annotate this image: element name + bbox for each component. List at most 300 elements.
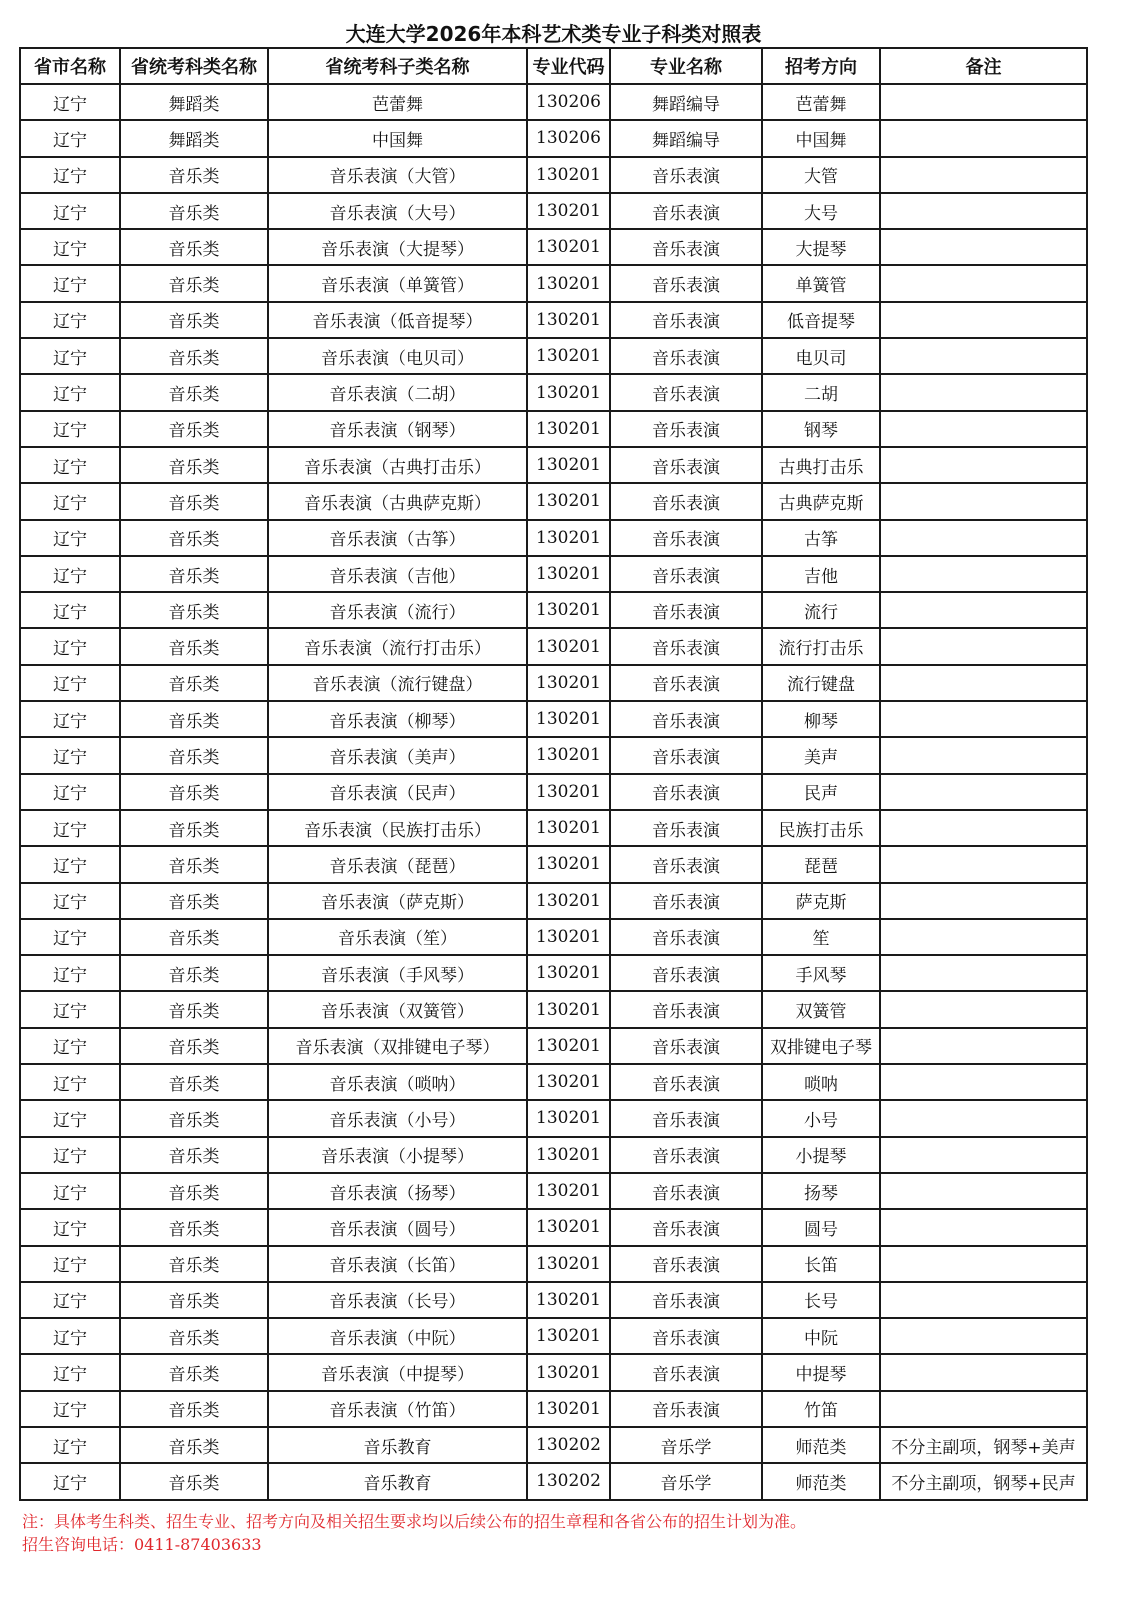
cell-major-name: 音乐表演 [610, 1282, 762, 1318]
cell-exam-category: 音乐类 [120, 1282, 268, 1318]
cell-exam-subcategory: 音乐表演（小提琴） [268, 1137, 527, 1173]
cell-exam-category: 音乐类 [120, 193, 268, 229]
cell-province: 辽宁 [20, 411, 120, 447]
cell-remarks [880, 84, 1087, 120]
cell-major-name: 音乐表演 [610, 483, 762, 519]
cell-remarks: 不分主副项，钢琴+民声 [880, 1463, 1087, 1499]
cell-province: 辽宁 [20, 810, 120, 846]
cell-exam-category: 舞蹈类 [120, 120, 268, 156]
table-row [20, 193, 1087, 229]
table-row [20, 774, 1087, 810]
cell-exam-subcategory: 音乐表演（古典打击乐） [268, 447, 527, 483]
cell-major-name: 音乐表演 [610, 846, 762, 882]
cell-exam-subcategory: 音乐表演（美声） [268, 737, 527, 773]
cell-remarks [880, 883, 1087, 919]
cell-exam-category: 音乐类 [120, 520, 268, 556]
cell-direction: 笙 [762, 919, 880, 955]
table-row [20, 991, 1087, 1027]
cell-major-name: 音乐表演 [610, 447, 762, 483]
cell-exam-category: 音乐类 [120, 1463, 268, 1499]
table-row [20, 701, 1087, 737]
cell-major-code: 130206 [527, 120, 610, 156]
cell-exam-subcategory: 音乐教育 [268, 1463, 527, 1499]
header-row [20, 48, 1087, 84]
cell-major-code: 130201 [527, 1100, 610, 1136]
cell-direction: 民族打击乐 [762, 810, 880, 846]
cell-exam-category: 音乐类 [120, 955, 268, 991]
table-row [20, 1354, 1087, 1390]
cell-major-name: 音乐表演 [610, 1318, 762, 1354]
cell-province: 辽宁 [20, 338, 120, 374]
cell-province: 辽宁 [20, 447, 120, 483]
cell-exam-subcategory: 音乐表演（大号） [268, 193, 527, 229]
cell-remarks [880, 1246, 1087, 1282]
cell-direction: 流行键盘 [762, 665, 880, 701]
cell-exam-subcategory: 音乐表演（竹笛） [268, 1391, 527, 1427]
cell-province: 辽宁 [20, 1137, 120, 1173]
cell-direction: 单簧管 [762, 265, 880, 301]
table-row [20, 483, 1087, 519]
cell-major-name: 音乐表演 [610, 556, 762, 592]
cell-remarks [880, 265, 1087, 301]
cell-exam-category: 音乐类 [120, 883, 268, 919]
cell-direction: 民声 [762, 774, 880, 810]
cell-exam-subcategory: 音乐表演（大提琴） [268, 229, 527, 265]
cell-exam-subcategory: 音乐表演（民声） [268, 774, 527, 810]
cell-major-name: 音乐表演 [610, 193, 762, 229]
table-row [20, 883, 1087, 919]
cell-major-name: 音乐表演 [610, 520, 762, 556]
cell-province: 辽宁 [20, 265, 120, 301]
cell-direction: 大提琴 [762, 229, 880, 265]
cell-major-code: 130201 [527, 810, 610, 846]
cell-direction: 扬琴 [762, 1173, 880, 1209]
table-row [20, 556, 1087, 592]
cell-province: 辽宁 [20, 1318, 120, 1354]
cell-major-name: 舞蹈编导 [610, 120, 762, 156]
cell-exam-subcategory: 音乐表演（双簧管） [268, 991, 527, 1027]
cell-province: 辽宁 [20, 1391, 120, 1427]
cell-exam-category: 音乐类 [120, 1028, 268, 1064]
table-row [20, 1064, 1087, 1100]
cell-remarks [880, 229, 1087, 265]
cell-exam-category: 音乐类 [120, 1354, 268, 1390]
cell-province: 辽宁 [20, 701, 120, 737]
cell-remarks [880, 1173, 1087, 1209]
cell-major-name: 音乐表演 [610, 374, 762, 410]
cell-remarks [880, 374, 1087, 410]
cell-remarks [880, 1282, 1087, 1318]
cell-exam-subcategory: 芭蕾舞 [268, 84, 527, 120]
cell-major-name: 音乐表演 [610, 1173, 762, 1209]
cell-exam-subcategory: 音乐表演（钢琴） [268, 411, 527, 447]
cell-remarks [880, 120, 1087, 156]
cell-direction: 二胡 [762, 374, 880, 410]
cell-exam-subcategory: 音乐表演（低音提琴） [268, 302, 527, 338]
table-row [20, 1137, 1087, 1173]
cell-major-code: 130201 [527, 1064, 610, 1100]
cell-major-code: 130202 [527, 1463, 610, 1499]
cell-remarks [880, 302, 1087, 338]
table-row [20, 1463, 1087, 1499]
table-row [20, 1246, 1087, 1282]
footer-note: 注：具体考生科类、招生专业、招考方向及相关招生要求均以后续公布的招生章程和各省公布的招生计划为准。 [22, 1512, 807, 1531]
cell-major-code: 130201 [527, 520, 610, 556]
cell-exam-category: 音乐类 [120, 1318, 268, 1354]
cell-major-name: 音乐表演 [610, 229, 762, 265]
table-row [20, 520, 1087, 556]
cell-province: 辽宁 [20, 556, 120, 592]
cell-province: 辽宁 [20, 919, 120, 955]
cell-major-name: 音乐表演 [610, 737, 762, 773]
cell-major-code: 130201 [527, 846, 610, 882]
column-header-remarks: 备注 [880, 48, 1087, 84]
column-header-exam-subcategory: 省统考科子类名称 [268, 48, 527, 84]
cell-major-code: 130201 [527, 1391, 610, 1427]
major-mapping-table [19, 47, 1088, 1501]
cell-remarks [880, 1318, 1087, 1354]
cell-exam-subcategory: 音乐表演（古筝） [268, 520, 527, 556]
cell-province: 辽宁 [20, 483, 120, 519]
cell-exam-subcategory: 音乐表演（唢呐） [268, 1064, 527, 1100]
cell-direction: 芭蕾舞 [762, 84, 880, 120]
cell-province: 辽宁 [20, 229, 120, 265]
cell-exam-subcategory: 音乐表演（大管） [268, 157, 527, 193]
cell-exam-subcategory: 音乐表演（小号） [268, 1100, 527, 1136]
cell-major-code: 130201 [527, 1173, 610, 1209]
cell-exam-category: 舞蹈类 [120, 84, 268, 120]
cell-major-name: 音乐表演 [610, 411, 762, 447]
column-header-major-code: 专业代码 [527, 48, 610, 84]
cell-major-code: 130201 [527, 411, 610, 447]
cell-major-name: 音乐表演 [610, 592, 762, 628]
cell-province: 辽宁 [20, 1463, 120, 1499]
table-row [20, 628, 1087, 664]
cell-remarks [880, 1064, 1087, 1100]
table-row [20, 447, 1087, 483]
cell-major-code: 130201 [527, 374, 610, 410]
cell-direction: 钢琴 [762, 411, 880, 447]
cell-remarks [880, 628, 1087, 664]
cell-direction: 唢呐 [762, 1064, 880, 1100]
cell-remarks [880, 810, 1087, 846]
column-header-exam-category: 省统考科类名称 [120, 48, 268, 84]
cell-major-name: 音乐表演 [610, 338, 762, 374]
cell-remarks [880, 1391, 1087, 1427]
cell-remarks [880, 1137, 1087, 1173]
cell-major-code: 130201 [527, 1246, 610, 1282]
cell-direction: 美声 [762, 737, 880, 773]
cell-major-name: 音乐表演 [610, 302, 762, 338]
cell-exam-subcategory: 音乐教育 [268, 1427, 527, 1463]
cell-exam-category: 音乐类 [120, 592, 268, 628]
cell-direction: 琵琶 [762, 846, 880, 882]
column-header-direction: 招考方向 [762, 48, 880, 84]
cell-province: 辽宁 [20, 1354, 120, 1390]
table-row [20, 810, 1087, 846]
cell-direction: 吉他 [762, 556, 880, 592]
cell-exam-subcategory: 音乐表演（民族打击乐） [268, 810, 527, 846]
cell-major-name: 音乐表演 [610, 665, 762, 701]
cell-major-code: 130201 [527, 628, 610, 664]
cell-exam-subcategory: 音乐表演（流行打击乐） [268, 628, 527, 664]
cell-direction: 圆号 [762, 1209, 880, 1245]
cell-exam-category: 音乐类 [120, 1246, 268, 1282]
cell-province: 辽宁 [20, 592, 120, 628]
cell-province: 辽宁 [20, 1100, 120, 1136]
cell-direction: 长笛 [762, 1246, 880, 1282]
cell-province: 辽宁 [20, 520, 120, 556]
cell-major-code: 130201 [527, 919, 610, 955]
cell-direction: 手风琴 [762, 955, 880, 991]
cell-major-code: 130201 [527, 265, 610, 301]
cell-remarks [880, 338, 1087, 374]
table-row [20, 120, 1087, 156]
cell-direction: 双簧管 [762, 991, 880, 1027]
cell-major-code: 130201 [527, 592, 610, 628]
cell-major-name: 音乐学 [610, 1463, 762, 1499]
cell-major-code: 130201 [527, 883, 610, 919]
cell-remarks [880, 1028, 1087, 1064]
table-body [20, 84, 1087, 1500]
cell-exam-subcategory: 音乐表演（长笛） [268, 1246, 527, 1282]
cell-major-name: 音乐表演 [610, 1137, 762, 1173]
cell-exam-subcategory: 音乐表演（中提琴） [268, 1354, 527, 1390]
cell-remarks [880, 737, 1087, 773]
cell-major-name: 音乐表演 [610, 919, 762, 955]
cell-major-code: 130201 [527, 991, 610, 1027]
table-row [20, 84, 1087, 120]
table-row [20, 1100, 1087, 1136]
cell-exam-category: 音乐类 [120, 1427, 268, 1463]
cell-province: 辽宁 [20, 1282, 120, 1318]
cell-direction: 古筝 [762, 520, 880, 556]
table-row [20, 229, 1087, 265]
table-row [20, 737, 1087, 773]
table-row [20, 1282, 1087, 1318]
document-title: 大连大学2026年本科艺术类专业子科类对照表 [345, 22, 762, 46]
cell-province: 辽宁 [20, 883, 120, 919]
cell-major-code: 130202 [527, 1427, 610, 1463]
cell-direction: 古典打击乐 [762, 447, 880, 483]
cell-exam-subcategory: 音乐表演（手风琴） [268, 955, 527, 991]
cell-direction: 流行 [762, 592, 880, 628]
cell-province: 辽宁 [20, 1427, 120, 1463]
cell-direction: 师范类 [762, 1463, 880, 1499]
cell-exam-subcategory: 音乐表演（柳琴） [268, 701, 527, 737]
table-row [20, 919, 1087, 955]
cell-province: 辽宁 [20, 628, 120, 664]
cell-direction: 低音提琴 [762, 302, 880, 338]
cell-major-name: 音乐表演 [610, 265, 762, 301]
cell-major-name: 音乐表演 [610, 1100, 762, 1136]
cell-remarks [880, 411, 1087, 447]
cell-exam-subcategory: 音乐表演（双排键电子琴） [268, 1028, 527, 1064]
cell-direction: 师范类 [762, 1427, 880, 1463]
cell-remarks [880, 157, 1087, 193]
cell-major-code: 130201 [527, 1354, 610, 1390]
cell-exam-category: 音乐类 [120, 265, 268, 301]
table-row [20, 1318, 1087, 1354]
cell-province: 辽宁 [20, 120, 120, 156]
cell-exam-category: 音乐类 [120, 846, 268, 882]
cell-remarks [880, 520, 1087, 556]
cell-exam-category: 音乐类 [120, 628, 268, 664]
table-row [20, 846, 1087, 882]
cell-major-name: 音乐表演 [610, 1246, 762, 1282]
cell-remarks [880, 1209, 1087, 1245]
cell-exam-subcategory: 音乐表演（电贝司） [268, 338, 527, 374]
cell-province: 辽宁 [20, 302, 120, 338]
cell-exam-category: 音乐类 [120, 991, 268, 1027]
cell-remarks [880, 556, 1087, 592]
cell-direction: 流行打击乐 [762, 628, 880, 664]
cell-direction: 小提琴 [762, 1137, 880, 1173]
cell-direction: 大号 [762, 193, 880, 229]
cell-exam-category: 音乐类 [120, 483, 268, 519]
cell-major-code: 130206 [527, 84, 610, 120]
cell-direction: 萨克斯 [762, 883, 880, 919]
cell-remarks [880, 1354, 1087, 1390]
cell-exam-category: 音乐类 [120, 229, 268, 265]
cell-exam-subcategory: 音乐表演（流行） [268, 592, 527, 628]
table-row [20, 302, 1087, 338]
column-header-province: 省市名称 [20, 48, 120, 84]
cell-major-code: 130201 [527, 665, 610, 701]
cell-major-code: 130201 [527, 774, 610, 810]
cell-province: 辽宁 [20, 955, 120, 991]
cell-major-name: 音乐表演 [610, 701, 762, 737]
cell-exam-category: 音乐类 [120, 737, 268, 773]
cell-exam-category: 音乐类 [120, 810, 268, 846]
cell-major-code: 130201 [527, 229, 610, 265]
cell-exam-category: 音乐类 [120, 556, 268, 592]
cell-province: 辽宁 [20, 1173, 120, 1209]
cell-major-code: 130201 [527, 157, 610, 193]
cell-exam-subcategory: 音乐表演（二胡） [268, 374, 527, 410]
cell-exam-subcategory: 音乐表演（中阮） [268, 1318, 527, 1354]
cell-remarks [880, 193, 1087, 229]
cell-major-name: 音乐表演 [610, 1354, 762, 1390]
cell-exam-category: 音乐类 [120, 1209, 268, 1245]
cell-direction: 中阮 [762, 1318, 880, 1354]
cell-direction: 小号 [762, 1100, 880, 1136]
cell-remarks [880, 483, 1087, 519]
cell-major-code: 130201 [527, 737, 610, 773]
column-header-major-name: 专业名称 [610, 48, 762, 84]
table-row [20, 1028, 1087, 1064]
cell-major-name: 音乐表演 [610, 1391, 762, 1427]
cell-remarks [880, 774, 1087, 810]
cell-remarks [880, 447, 1087, 483]
cell-exam-category: 音乐类 [120, 701, 268, 737]
cell-province: 辽宁 [20, 737, 120, 773]
cell-exam-category: 音乐类 [120, 665, 268, 701]
cell-exam-category: 音乐类 [120, 774, 268, 810]
cell-province: 辽宁 [20, 1246, 120, 1282]
cell-exam-category: 音乐类 [120, 1100, 268, 1136]
table-row [20, 157, 1087, 193]
cell-province: 辽宁 [20, 846, 120, 882]
table-row [20, 1209, 1087, 1245]
cell-direction: 竹笛 [762, 1391, 880, 1427]
cell-exam-subcategory: 音乐表演（圆号） [268, 1209, 527, 1245]
cell-exam-category: 音乐类 [120, 411, 268, 447]
cell-major-name: 音乐表演 [610, 157, 762, 193]
cell-province: 辽宁 [20, 84, 120, 120]
cell-province: 辽宁 [20, 374, 120, 410]
cell-province: 辽宁 [20, 991, 120, 1027]
cell-direction: 电贝司 [762, 338, 880, 374]
cell-exam-subcategory: 音乐表演（吉他） [268, 556, 527, 592]
cell-exam-category: 音乐类 [120, 919, 268, 955]
cell-major-code: 130201 [527, 1318, 610, 1354]
table-row [20, 338, 1087, 374]
table-row [20, 955, 1087, 991]
cell-exam-subcategory: 音乐表演（单簧管） [268, 265, 527, 301]
cell-province: 辽宁 [20, 193, 120, 229]
table-row [20, 1391, 1087, 1427]
cell-major-code: 130201 [527, 483, 610, 519]
table-row [20, 665, 1087, 701]
cell-exam-category: 音乐类 [120, 157, 268, 193]
cell-direction: 大管 [762, 157, 880, 193]
cell-direction: 中国舞 [762, 120, 880, 156]
cell-major-name: 音乐表演 [610, 1064, 762, 1100]
cell-remarks [880, 1100, 1087, 1136]
table-row [20, 1173, 1087, 1209]
cell-exam-category: 音乐类 [120, 1137, 268, 1173]
cell-province: 辽宁 [20, 1064, 120, 1100]
cell-major-name: 音乐表演 [610, 991, 762, 1027]
cell-remarks [880, 991, 1087, 1027]
cell-major-code: 130201 [527, 1282, 610, 1318]
cell-remarks [880, 592, 1087, 628]
cell-major-code: 130201 [527, 701, 610, 737]
cell-major-name: 舞蹈编导 [610, 84, 762, 120]
cell-remarks [880, 701, 1087, 737]
cell-direction: 古典萨克斯 [762, 483, 880, 519]
cell-province: 辽宁 [20, 665, 120, 701]
cell-major-name: 音乐表演 [610, 628, 762, 664]
cell-exam-category: 音乐类 [120, 374, 268, 410]
cell-province: 辽宁 [20, 774, 120, 810]
cell-exam-subcategory: 音乐表演（古典萨克斯） [268, 483, 527, 519]
cell-major-code: 130201 [527, 1028, 610, 1064]
cell-province: 辽宁 [20, 157, 120, 193]
cell-exam-subcategory: 音乐表演（笙） [268, 919, 527, 955]
cell-remarks [880, 919, 1087, 955]
cell-major-code: 130201 [527, 556, 610, 592]
cell-direction: 中提琴 [762, 1354, 880, 1390]
cell-major-name: 音乐表演 [610, 955, 762, 991]
cell-remarks [880, 665, 1087, 701]
cell-exam-category: 音乐类 [120, 447, 268, 483]
cell-major-name: 音乐表演 [610, 810, 762, 846]
table-row [20, 374, 1087, 410]
cell-exam-category: 音乐类 [120, 1173, 268, 1209]
cell-major-name: 音乐学 [610, 1427, 762, 1463]
footer-phone: 招生咨询电话：0411-87403633 [22, 1535, 262, 1554]
cell-province: 辽宁 [20, 1209, 120, 1245]
cell-major-code: 130201 [527, 193, 610, 229]
cell-major-code: 130201 [527, 338, 610, 374]
cell-remarks: 不分主副项，钢琴+美声 [880, 1427, 1087, 1463]
cell-exam-subcategory: 音乐表演（扬琴） [268, 1173, 527, 1209]
table-row [20, 592, 1087, 628]
cell-major-name: 音乐表演 [610, 774, 762, 810]
cell-major-name: 音乐表演 [610, 883, 762, 919]
